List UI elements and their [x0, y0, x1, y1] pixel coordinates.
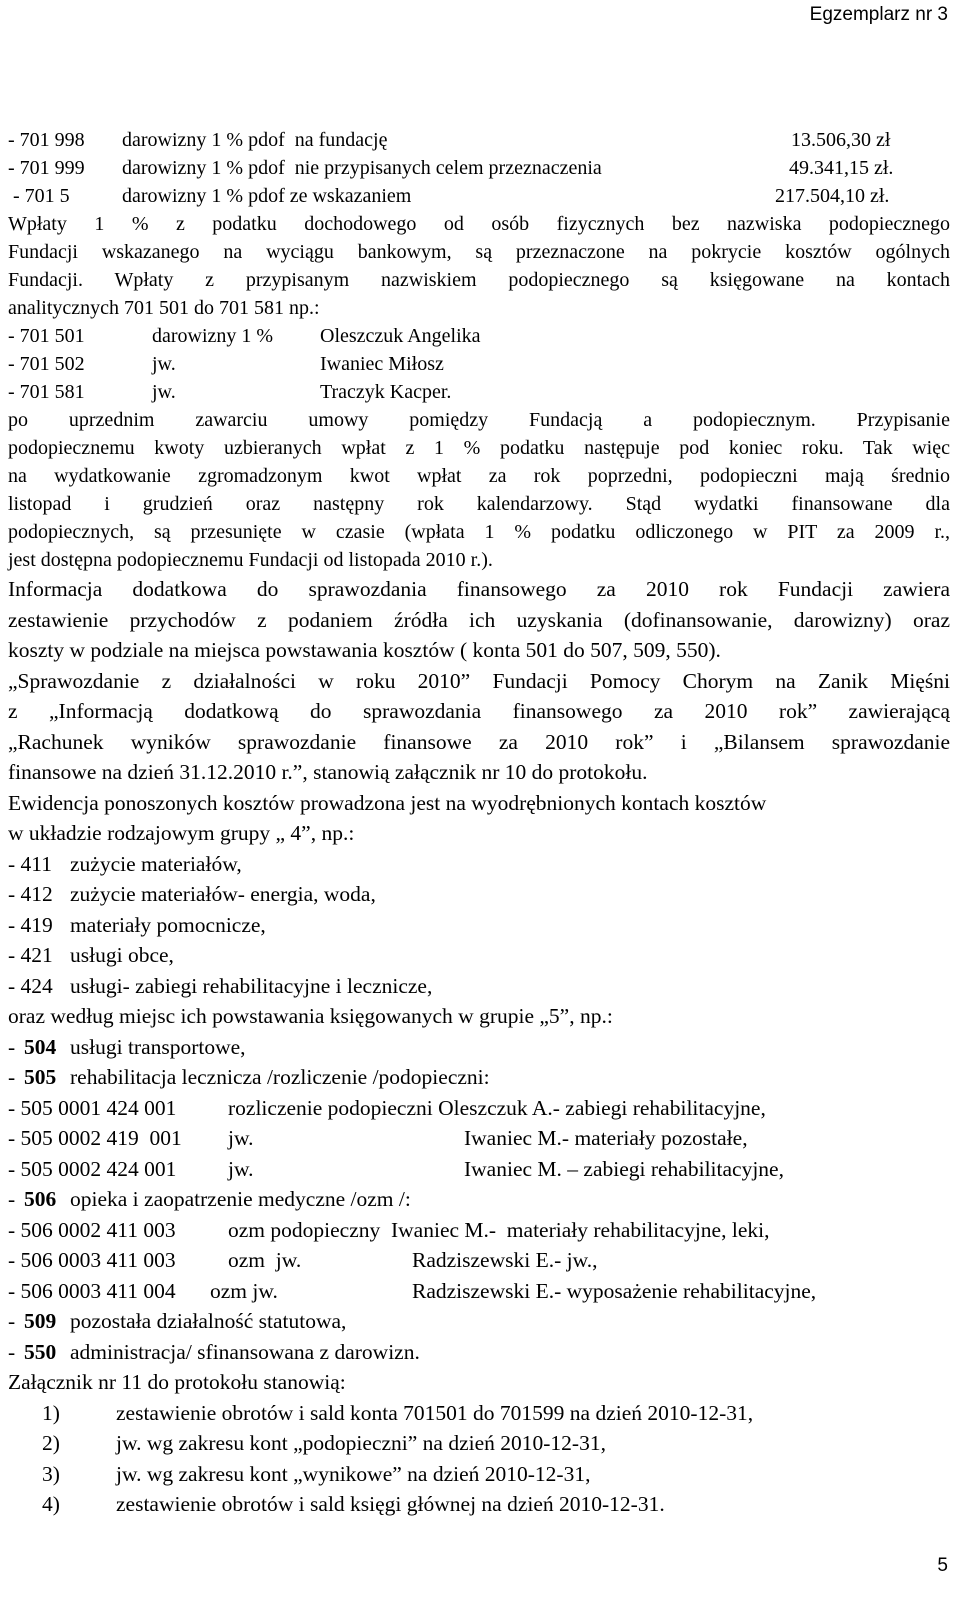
sub-account-desc: jw. — [228, 1126, 254, 1150]
account-code: - 701 5 — [8, 185, 70, 207]
sub-account-detail: Radziszewski E.- wyposażenie rehabilitacyjne, — [412, 1278, 817, 1303]
attachment-number: 2) — [42, 1431, 60, 1455]
attachment-item — [8, 1428, 950, 1459]
attachment-number: 3) — [42, 1461, 60, 1486]
analytic-desc: jw. — [152, 353, 176, 375]
sub-account-line — [8, 1093, 950, 1124]
analytic-desc: jw. — [152, 381, 176, 403]
attachment-text: zestawienie obrotów i sald konta 701501 do 701599 na dzień 2010-12-31, — [116, 1400, 754, 1425]
cost-place-line — [8, 1032, 950, 1063]
account-line — [8, 154, 950, 182]
account-line — [8, 126, 950, 154]
cost-code: - 419 — [8, 912, 53, 937]
cost-code: - 411 — [8, 851, 52, 876]
cost-place-number: 505 — [24, 1065, 57, 1089]
sub-account-code: - 506 0002 411 003 — [8, 1217, 176, 1242]
account-amount: 49.341,15 zł. — [789, 157, 894, 179]
attachment-text: jw. wg zakresu kont „podopieczni” na dzień 2010-12-31, — [116, 1431, 606, 1455]
account-code: - 701 998 — [8, 129, 85, 151]
sub-account-detail: Iwaniec M.- materiały pozostałe, — [464, 1126, 748, 1150]
paragraph-line: Wpłaty 1 % z podatku dochodowego od osób fizycznych bez nazwiska podopiecznego — [8, 213, 950, 235]
sub-account-line — [8, 1215, 950, 1246]
group5-intro: oraz według miejsc ich powstawania księgowanych w grupie „5”, np.: — [8, 1004, 613, 1028]
cost-place-number: 506 — [24, 1187, 57, 1211]
attachment-item — [8, 1398, 950, 1429]
paragraph-line: „Sprawozdanie z działalności w roku 2010” Fundacji Pomocy Chorym na Zanik Mięśni — [8, 668, 950, 693]
analytic-account-line — [8, 350, 950, 378]
paragraph-line: po uprzednim zawarciu umowy pomiędzy Fundacją a podopiecznym. Przypisanie — [8, 409, 950, 431]
paragraph-line: zestawienie przychodów z podaniem źródła ich uzyskania (dofinansowanie, darowizny) oraz — [8, 607, 950, 632]
sub-account-code: - 505 0001 424 001 — [8, 1095, 177, 1120]
paragraph-line: podopiecznych, są przesunięte w czasie (wpłata 1 % podatku odliczonego w PIT za 2009 r., — [8, 521, 950, 543]
cost-place-prefix: - — [8, 1187, 21, 1211]
cost-place-line — [8, 1337, 950, 1368]
page-number: 5 — [937, 1555, 948, 1576]
sub-account-desc: ozm jw. — [210, 1278, 278, 1303]
paragraph-line: koszty w podziale na miejsca powstawania kosztów ( konta 501 do 507, 509, 550). — [8, 638, 721, 662]
cost-code: - 421 — [8, 943, 53, 967]
account-desc: darowizny 1 % pdof ze wskazaniem — [122, 185, 412, 207]
analytic-name: Oleszczuk Angelika — [320, 325, 481, 347]
sub-account-detail: Iwaniec M. – zabiegi rehabilitacyjne, — [464, 1156, 784, 1181]
cost-place-desc: opieka i zaopatrzenie medyczne /ozm /: — [70, 1187, 411, 1211]
sub-account-line — [8, 1276, 950, 1307]
cost-account-line — [8, 879, 950, 910]
sub-account-line — [8, 1245, 950, 1276]
cost-desc: zużycie materiałów, — [70, 851, 242, 876]
paragraph-line: jest dostępna podopiecznemu Fundacji od listopada 2010 r.). — [8, 549, 493, 571]
analytic-code: - 701 501 — [8, 325, 85, 347]
document-body — [8, 126, 950, 1520]
paragraph-line: finansowe na dzień 31.12.2010 r.”, stanowią załącznik nr 10 do protokołu. — [8, 760, 648, 784]
sub-account-desc: rozliczenie podopieczni Oleszczuk A.- zabiegi rehabilitacyjne, — [228, 1095, 766, 1120]
cost-place-line — [8, 1306, 950, 1337]
cost-place-desc: administracja/ sfinansowana z darowizn. — [70, 1339, 420, 1364]
account-desc: darowizny 1 % pdof na fundację — [122, 129, 388, 151]
attachment-number: 4) — [42, 1492, 60, 1516]
paragraph-line: „Rachunek wyników sprawozdanie finansowe za 2010 rok” i „Bilansem sprawozdanie — [8, 729, 950, 754]
attachment-item — [8, 1489, 950, 1520]
copy-number-header: Egzemplarz nr 3 — [809, 4, 948, 25]
sub-account-line — [8, 1123, 950, 1154]
cost-place-desc: usługi transportowe, — [70, 1034, 246, 1059]
account-code: - 701 999 — [8, 157, 85, 179]
paragraph-line: Informacja dodatkowa do sprawozdania finansowego za 2010 rok Fundacji zawiera — [8, 577, 950, 601]
paragraph-line: podopiecznemu kwoty uzbieranych wpłat z 1 % podatku następuje pod koniec roku. Tak więc — [8, 437, 950, 459]
analytic-code: - 701 581 — [8, 381, 85, 403]
account-amount: 217.504,10 zł. — [775, 185, 890, 207]
account-desc: darowizny 1 % pdof nie przypisanych celem przeznaczenia — [122, 157, 602, 179]
sub-account-detail: Radziszewski E.- jw., — [412, 1248, 598, 1272]
paragraph-line: Fundacji. Wpłaty z przypisanym nazwiskiem podopiecznego są księgowane na kontach — [8, 269, 950, 291]
sub-account-code: - 505 0002 419 001 — [8, 1126, 182, 1150]
cost-place-desc: rehabilitacja lecznicza /rozliczenie /podopieczni: — [70, 1065, 490, 1089]
analytic-desc: darowizny 1 % — [152, 325, 274, 347]
paragraph-line: analitycznych 701 501 do 701 581 np.: — [8, 297, 320, 319]
cost-account-line — [8, 971, 950, 1002]
cost-desc: materiały pomocnicze, — [70, 912, 266, 937]
cost-place-line — [8, 1062, 950, 1093]
cost-account-line — [8, 849, 950, 880]
sub-account-line — [8, 1154, 950, 1185]
cost-code: - 412 — [8, 882, 53, 906]
attachment-text: jw. wg zakresu kont „wynikowe” na dzień 2010-12-31, — [116, 1461, 591, 1486]
cost-place-number: 550 — [24, 1339, 57, 1364]
attachment-number: 1) — [42, 1400, 60, 1425]
sub-account-code: - 506 0003 411 004 — [8, 1278, 176, 1303]
cost-place-number: 509 — [24, 1309, 57, 1333]
cost-desc: zużycie materiałów- energia, woda, — [70, 882, 376, 906]
analytic-code: - 701 502 — [8, 353, 85, 375]
cost-place-prefix: - — [8, 1339, 21, 1364]
cost-desc: usługi- zabiegi rehabilitacyjne i lecznicze, — [70, 973, 433, 998]
sub-account-desc: ozm jw. — [228, 1248, 302, 1272]
account-line — [8, 182, 950, 210]
cost-place-prefix: - — [8, 1034, 21, 1059]
sub-account-code: - 505 0002 424 001 — [8, 1156, 177, 1181]
paragraph-line: na wydatkowanie zgromadzonym kwot wpłat za rok poprzedni, podopieczni mają średnio — [8, 465, 950, 487]
paragraph-line: w układzie rodzajowym grupy „ 4”, np.: — [8, 821, 355, 845]
sub-account-desc: jw. — [228, 1156, 254, 1181]
analytic-name: Traczyk Kacper. — [320, 381, 452, 403]
attachment-text: zestawienie obrotów i sald księgi głównej na dzień 2010-12-31. — [116, 1492, 665, 1516]
cost-place-number: 504 — [24, 1034, 57, 1059]
cost-place-prefix: - — [8, 1065, 21, 1089]
cost-account-line — [8, 940, 950, 971]
cost-desc: usługi obce, — [70, 943, 174, 967]
sub-account-code: - 506 0003 411 003 — [8, 1248, 176, 1272]
attachment-item — [8, 1459, 950, 1490]
analytic-account-line — [8, 322, 950, 350]
paragraph-line: Fundacji wskazanego na wyciągu bankowym, są przeznaczone na pokrycie kosztów ogólnych — [8, 241, 950, 263]
cost-place-line — [8, 1184, 950, 1215]
cost-place-desc: pozostała działalność statutowa, — [70, 1309, 347, 1333]
analytic-name: Iwaniec Miłosz — [320, 353, 444, 375]
paragraph-line: z „Informacją dodatkową do sprawozdania finansowego za 2010 rok” zawierającą — [8, 699, 950, 723]
paragraph-line: Ewidencja ponoszonych kosztów prowadzona jest na wyodrębnionych kontach kosztów — [8, 790, 767, 815]
cost-code: - 424 — [8, 973, 53, 998]
sub-account-desc: ozm podopieczny Iwaniec M.- materiały rehabilitacyjne, leki, — [228, 1217, 770, 1242]
attachment-intro: Załącznik nr 11 do protokołu stanowią: — [8, 1370, 346, 1394]
paragraph-line: listopad i grudzień oraz następny rok kalendarzowy. Stąd wydatki finansowane dla — [8, 493, 950, 515]
analytic-account-line — [8, 378, 950, 406]
account-amount: 13.506,30 zł — [791, 129, 891, 151]
cost-account-line — [8, 910, 950, 941]
cost-place-prefix: - — [8, 1309, 21, 1333]
